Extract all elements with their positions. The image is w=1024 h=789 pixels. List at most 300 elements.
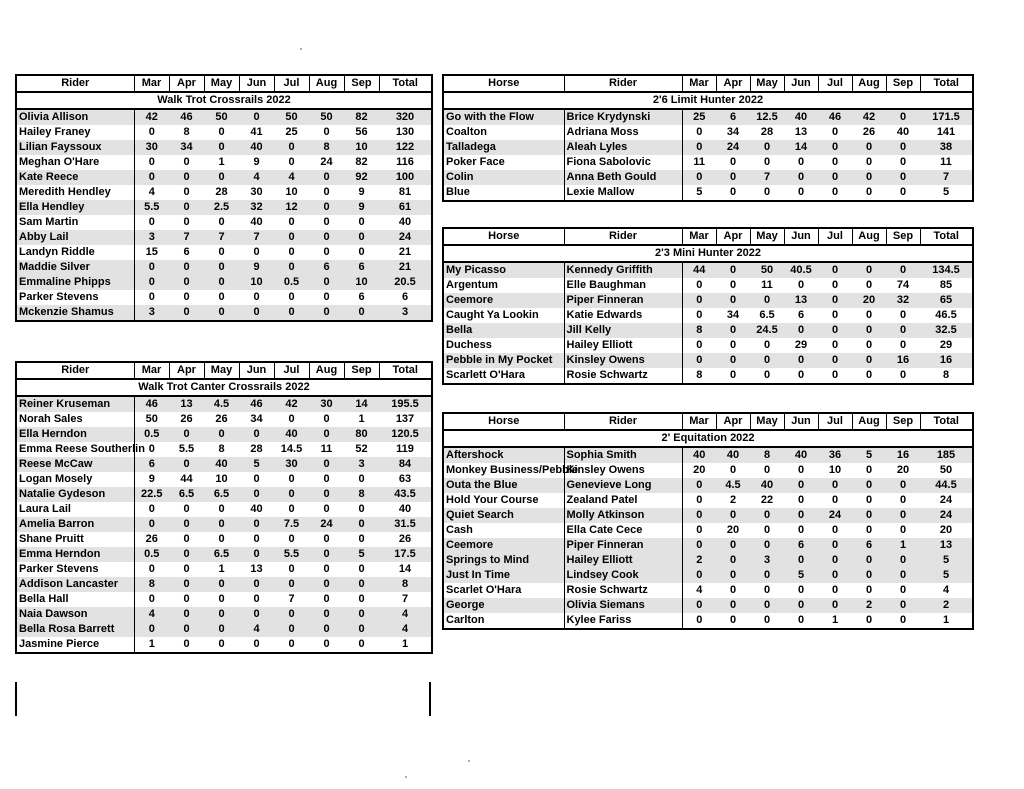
column-header: Mar — [134, 362, 169, 379]
points-cell: 7 — [239, 230, 274, 245]
points-cell: 11 — [320, 443, 333, 455]
points-cell: 11 — [940, 156, 952, 168]
rider-cell: Meredith Hendley — [16, 185, 134, 200]
points-cell: 0 — [169, 427, 204, 442]
points-cell: 0 — [865, 524, 873, 536]
points-cell: 5 — [852, 447, 886, 463]
points-cell: 14 — [784, 140, 818, 155]
points-cell: 44.5 — [920, 478, 973, 493]
rider-cell: Olivia Siemans — [564, 598, 682, 613]
points-cell: 0 — [288, 413, 295, 425]
points-cell: 0 — [886, 170, 920, 185]
column-header: Horse — [443, 228, 564, 245]
points-cell: 0 — [716, 353, 750, 368]
table-row — [16, 290, 432, 305]
points-cell: 0 — [716, 293, 750, 308]
points-cell: 92 — [344, 170, 379, 185]
points-cell: 0 — [183, 216, 190, 228]
points-cell: 0 — [309, 170, 344, 185]
points-cell: 0 — [682, 598, 716, 613]
rider-cell: Rosie Schwartz — [564, 368, 682, 384]
points-cell: 42 — [134, 109, 169, 125]
points-cell: 0 — [696, 339, 703, 351]
table-row — [443, 262, 973, 278]
points-cell: 0 — [344, 607, 379, 622]
points-cell: 8 — [942, 369, 950, 381]
points-cell: 7 — [288, 593, 295, 605]
points-cell: 22 — [760, 494, 774, 506]
points-cell: 24 — [920, 508, 973, 523]
rider-cell: Parker Stevens — [16, 290, 134, 305]
points-cell: 0 — [797, 186, 805, 198]
points-cell: 0 — [183, 533, 190, 545]
points-cell: 0 — [169, 260, 204, 275]
points-cell: 0 — [729, 614, 737, 626]
horse-cell: Ceemore — [443, 293, 564, 308]
points-cell: 9 — [253, 156, 260, 168]
rider-cell: Laura Lail — [16, 502, 134, 517]
points-cell: 30 — [134, 140, 169, 155]
points-cell: 16 — [886, 447, 920, 463]
points-cell: 9 — [148, 473, 155, 485]
column-header: Apr — [716, 413, 750, 430]
points-cell: 0 — [204, 275, 239, 290]
rider-cell: Hailey Elliott — [564, 553, 682, 568]
points-cell: 13 — [169, 396, 204, 412]
points-cell: 40 — [274, 427, 309, 442]
points-cell: 0 — [288, 216, 295, 228]
points-cell: 20.5 — [379, 275, 432, 290]
points-cell: 0 — [169, 457, 204, 472]
points-cell: 4 — [379, 607, 432, 622]
points-cell: 116 — [396, 156, 414, 168]
points-cell: 0 — [750, 293, 784, 308]
points-cell: 0 — [784, 478, 818, 493]
column-header: Apr — [716, 228, 750, 245]
column-header: Rider — [564, 413, 682, 430]
rider-cell: Kinsley Owens — [564, 353, 682, 368]
points-cell: 4 — [239, 170, 274, 185]
horse-cell: Colin — [443, 170, 564, 185]
points-cell: 0 — [358, 563, 365, 575]
rider-cell: Katie Edwards — [564, 308, 682, 323]
points-cell: 0 — [358, 503, 365, 515]
points-cell: 7 — [401, 593, 409, 605]
points-cell: 40 — [750, 478, 784, 493]
points-cell: 0 — [865, 494, 873, 506]
points-cell: 0 — [204, 427, 239, 442]
points-cell: 22.5 — [134, 487, 169, 502]
table-row — [16, 607, 432, 622]
points-cell: 1 — [358, 413, 365, 425]
column-header: Sep — [344, 75, 379, 92]
points-cell: 0 — [831, 369, 839, 381]
points-cell: 8 — [183, 126, 190, 138]
points-cell: 7 — [204, 230, 239, 245]
points-cell: 0 — [358, 473, 365, 485]
points-cell: 46 — [169, 109, 204, 125]
points-cell: 24 — [309, 517, 344, 532]
points-cell: 0 — [218, 216, 225, 228]
points-cell: 0 — [818, 568, 852, 583]
points-cell: 1 — [148, 638, 155, 650]
points-cell: 0 — [818, 598, 852, 613]
points-cell: 0 — [763, 584, 771, 596]
points-cell: 0 — [288, 246, 295, 258]
points-cell: 0 — [239, 305, 274, 321]
points-cell: 65 — [920, 293, 973, 308]
points-cell: 14 — [344, 396, 379, 412]
points-cell: 0 — [818, 262, 852, 278]
column-header: Jul — [818, 228, 852, 245]
points-cell: 30 — [309, 396, 344, 412]
rider-cell: Maddie Silver — [16, 260, 134, 275]
rider-cell: Kinsley Owens — [564, 463, 682, 478]
points-cell: 0 — [169, 622, 204, 637]
points-cell: 0 — [865, 156, 873, 168]
points-cell: 141 — [936, 126, 956, 138]
rider-cell: Amelia Barron — [16, 517, 134, 532]
column-header: Total — [920, 228, 973, 245]
points-cell: 0 — [323, 533, 330, 545]
points-cell: 0 — [323, 563, 330, 575]
points-cell: 0 — [763, 369, 771, 381]
points-cell: 0 — [716, 538, 750, 553]
points-cell: 0 — [169, 170, 204, 185]
table-title: 2' Equitation 2022 — [443, 430, 973, 447]
points-cell: 0 — [763, 614, 771, 626]
points-cell: 0 — [218, 126, 225, 138]
points-cell: 46 — [239, 396, 274, 412]
scan-speck — [300, 48, 302, 50]
column-header: Horse — [443, 75, 564, 92]
rider-cell: Parker Stevens — [16, 562, 134, 577]
rider-cell: Adriana Moss — [564, 125, 682, 140]
rider-cell: Ella Hendley — [16, 200, 134, 215]
column-header: May — [204, 362, 239, 379]
points-cell: 50 — [145, 413, 158, 425]
points-cell: 0 — [886, 508, 920, 523]
points-cell: 28 — [250, 443, 263, 455]
table-row — [16, 260, 432, 275]
points-cell: 0 — [169, 607, 204, 622]
points-cell: 0 — [797, 464, 805, 476]
points-cell: 44 — [180, 473, 193, 485]
points-cell: 0 — [899, 339, 907, 351]
points-cell: 0 — [253, 593, 260, 605]
points-cell: 0 — [682, 170, 716, 185]
points-cell: 0 — [253, 473, 260, 485]
points-cell: 0 — [309, 547, 344, 562]
table-row — [16, 562, 432, 577]
table-row — [443, 598, 973, 613]
points-cell: 0 — [204, 517, 239, 532]
table-row — [443, 523, 973, 538]
points-cell: 0 — [852, 568, 886, 583]
points-cell: 0 — [183, 156, 190, 168]
points-cell: 26 — [180, 413, 193, 425]
horse-cell: Blue — [443, 185, 564, 201]
points-cell: 0 — [288, 533, 295, 545]
points-cell: 6 — [716, 109, 750, 125]
points-cell: 0 — [239, 547, 274, 562]
points-cell: 0 — [729, 279, 737, 291]
table-row — [443, 308, 973, 323]
points-cell: 0 — [239, 607, 274, 622]
table-row — [16, 140, 432, 155]
points-cell: 11 — [693, 156, 706, 168]
rider-cell: Naia Dawson — [16, 607, 134, 622]
points-cell: 0 — [148, 503, 155, 515]
points-cell: 0 — [716, 323, 750, 338]
points-cell: 0 — [729, 339, 737, 351]
points-cell: 0 — [831, 524, 839, 536]
points-cell: 0 — [134, 622, 169, 637]
points-cell: 0 — [309, 487, 344, 502]
points-cell: 0 — [899, 156, 907, 168]
points-cell: 4.5 — [204, 396, 239, 412]
points-cell: 21 — [379, 260, 432, 275]
points-cell: 0 — [309, 607, 344, 622]
column-header: Total — [920, 75, 973, 92]
horse-cell: Scarlet O'Hara — [443, 583, 564, 598]
table-row — [16, 547, 432, 562]
rider-cell: Olivia Allison — [16, 109, 134, 125]
points-cell: 0 — [784, 508, 818, 523]
points-cell: 20 — [939, 524, 953, 536]
points-cell: 0 — [218, 593, 225, 605]
rider-cell: Reese McCaw — [16, 457, 134, 472]
table-title: 2'3 Mini Hunter 2022 — [443, 245, 973, 262]
rider-cell: Ella Cate Cece — [564, 523, 682, 538]
rider-cell: Genevieve Long — [564, 478, 682, 493]
points-cell: 119 — [396, 443, 414, 455]
points-cell: 0 — [358, 246, 365, 258]
points-cell: 6.5 — [204, 487, 239, 502]
points-cell: 0 — [831, 339, 839, 351]
points-cell: 0 — [682, 293, 716, 308]
table-row — [16, 109, 432, 125]
points-cell: 0 — [183, 563, 190, 575]
points-cell: 1 — [401, 638, 409, 650]
column-header: Jun — [239, 75, 274, 92]
points-cell: 0 — [169, 200, 204, 215]
rider-cell: Bella Rosa Barrett — [16, 622, 134, 637]
rider-cell: Aleah Lyles — [564, 140, 682, 155]
table-row — [443, 478, 973, 493]
points-cell: 26 — [398, 533, 412, 545]
horse-cell: Coalton — [443, 125, 564, 140]
points-cell: 320 — [379, 109, 432, 125]
table-title: Walk Trot Crossrails 2022 — [16, 92, 432, 109]
points-cell: 6 — [358, 291, 365, 303]
points-cell: 4 — [942, 584, 950, 596]
horse-cell: Argentum — [443, 278, 564, 293]
column-header: Jun — [784, 75, 818, 92]
points-cell: 5.5 — [274, 547, 309, 562]
horse-cell: George — [443, 598, 564, 613]
points-cell: 85 — [939, 279, 953, 291]
points-cell: 7.5 — [274, 517, 309, 532]
points-cell: 0 — [148, 156, 155, 168]
rider-cell: Hailey Elliott — [564, 338, 682, 353]
points-cell: 12.5 — [750, 109, 784, 125]
points-cell: 122 — [379, 140, 432, 155]
points-cell: 26 — [215, 413, 228, 425]
table-row — [443, 293, 973, 308]
points-cell: 0 — [239, 517, 274, 532]
points-cell: 8 — [134, 577, 169, 592]
header-row — [443, 228, 973, 245]
points-cell: 0 — [323, 246, 330, 258]
column-header: May — [750, 413, 784, 430]
table-row — [16, 412, 432, 427]
points-cell: 34 — [250, 413, 263, 425]
points-cell: 40 — [784, 447, 818, 463]
points-cell: 0 — [750, 140, 784, 155]
points-cell: 4 — [239, 622, 274, 637]
column-header: Mar — [682, 75, 716, 92]
points-cell: 171.5 — [920, 109, 973, 125]
column-header: Aug — [309, 75, 344, 92]
points-cell: 0 — [239, 577, 274, 592]
points-cell: 13 — [250, 563, 263, 575]
points-cell: 0 — [865, 464, 873, 476]
points-cell: 25 — [285, 126, 298, 138]
points-cell: 42 — [274, 396, 309, 412]
points-cell: 32 — [239, 200, 274, 215]
points-cell: 20 — [852, 293, 886, 308]
rider-cell: Mckenzie Shamus — [16, 305, 134, 321]
points-cell: 0 — [274, 577, 309, 592]
points-cell: 0 — [239, 427, 274, 442]
table-row — [443, 278, 973, 293]
points-cell: 4 — [379, 622, 432, 637]
points-cell: 0 — [729, 186, 737, 198]
points-cell: 0 — [797, 614, 805, 626]
points-cell: 0 — [899, 524, 907, 536]
points-cell: 2 — [729, 494, 737, 506]
points-cell: 30 — [274, 457, 309, 472]
rider-cell: Norah Sales — [16, 412, 134, 427]
column-header: May — [750, 228, 784, 245]
horse-cell: Springs to Mind — [443, 553, 564, 568]
points-cell: 29 — [794, 339, 808, 351]
points-cell: 0 — [309, 622, 344, 637]
points-cell: 6 — [183, 246, 190, 258]
rider-cell: Jill Kelly — [564, 323, 682, 338]
rider-cell: Piper Finneran — [564, 538, 682, 553]
rider-cell: Sophia Smith — [564, 447, 682, 463]
points-cell: 40 — [716, 447, 750, 463]
column-header: Aug — [852, 228, 886, 245]
points-cell: 41 — [250, 126, 263, 138]
table-row — [16, 637, 432, 653]
points-cell: 0 — [797, 156, 805, 168]
table-row — [16, 502, 432, 517]
table-row — [443, 368, 973, 384]
rider-cell: Brice Krydynski — [564, 109, 682, 125]
points-cell: 0 — [682, 568, 716, 583]
points-cell: 0 — [148, 126, 155, 138]
horse-cell: Poker Face — [443, 155, 564, 170]
table-row — [443, 447, 973, 463]
points-cell: 0 — [886, 323, 920, 338]
points-cell: 24 — [379, 230, 432, 245]
points-cell: 8 — [344, 487, 379, 502]
points-cell: 50 — [939, 464, 953, 476]
points-cell: 0.5 — [134, 547, 169, 562]
points-cell: 6.5 — [169, 487, 204, 502]
table-row — [16, 245, 432, 260]
rider-cell: Abby Lail — [16, 230, 134, 245]
points-cell: 38 — [920, 140, 973, 155]
points-cell: 34 — [169, 140, 204, 155]
points-cell: 0 — [818, 323, 852, 338]
table-row — [16, 592, 432, 607]
points-cell: 9 — [344, 200, 379, 215]
points-cell: 0.5 — [134, 427, 169, 442]
points-cell: 0 — [696, 126, 703, 138]
horse-cell: Pebble in My Pocket — [443, 353, 564, 368]
table-row — [443, 125, 973, 140]
points-cell: 0 — [274, 607, 309, 622]
table-row — [16, 305, 432, 321]
points-cell: 0 — [831, 584, 839, 596]
points-cell: 0 — [886, 478, 920, 493]
table-row — [16, 125, 432, 140]
rider-cell: Natalie Gydeson — [16, 487, 134, 502]
points-cell: 0 — [309, 457, 344, 472]
rider-cell: Piper Finneran — [564, 293, 682, 308]
points-cell: 2 — [682, 553, 716, 568]
points-cell: 0 — [288, 563, 295, 575]
points-cell: 100 — [379, 170, 432, 185]
points-cell: 0 — [183, 638, 190, 650]
header-row — [16, 75, 432, 92]
points-cell: 0 — [204, 577, 239, 592]
points-cell: 56 — [355, 126, 368, 138]
points-cell: 0 — [831, 186, 839, 198]
points-cell: 40 — [682, 447, 716, 463]
rider-cell: Ella Herndon — [16, 427, 134, 442]
points-cell: 0 — [852, 353, 886, 368]
points-cell: 0 — [148, 593, 155, 605]
points-cell: 0 — [818, 293, 852, 308]
points-cell: 50 — [204, 109, 239, 125]
points-cell: 6 — [784, 538, 818, 553]
points-cell: 50 — [750, 262, 784, 278]
column-header: Jul — [274, 75, 309, 92]
points-cell: 0 — [818, 478, 852, 493]
points-cell: 61 — [379, 200, 432, 215]
points-cell: 0 — [218, 638, 225, 650]
points-cell: 0 — [750, 568, 784, 583]
points-cell: 31.5 — [379, 517, 432, 532]
points-cell: 40 — [784, 109, 818, 125]
points-cell: 0 — [784, 353, 818, 368]
points-cell: 42 — [852, 109, 886, 125]
points-cell: 0 — [204, 622, 239, 637]
points-cell: 0 — [323, 186, 330, 198]
table-row — [16, 215, 432, 230]
points-cell: 40 — [204, 457, 239, 472]
points-cell: 24 — [320, 156, 333, 168]
points-cell: 40 — [398, 503, 412, 515]
points-cell: 0 — [899, 309, 907, 321]
column-header: Mar — [682, 413, 716, 430]
points-cell: 16 — [920, 353, 973, 368]
